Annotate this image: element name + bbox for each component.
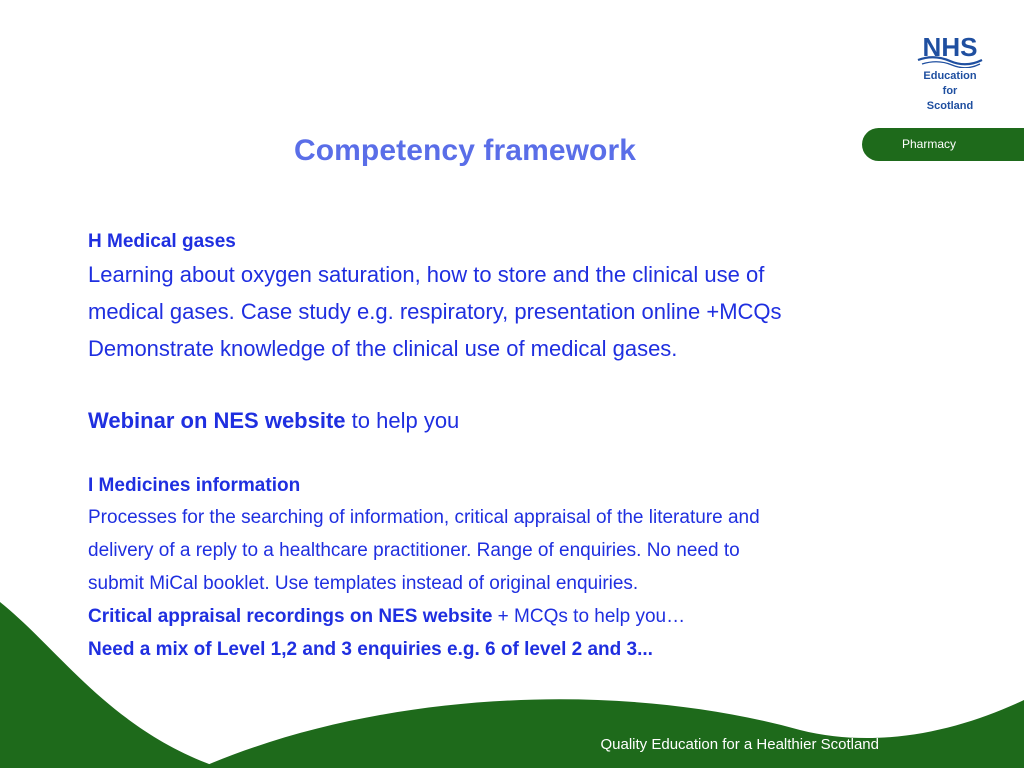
- section-h-heading: H Medical gases: [88, 231, 236, 252]
- nhs-logo: [910, 30, 990, 113]
- nhs-logo-line-3: Scotland: [926, 100, 974, 112]
- nhs-logo-line-2: for: [942, 85, 958, 97]
- page-title: Competency framework: [293, 134, 637, 167]
- nhs-logo-line-1: Education: [923, 70, 977, 82]
- nhs-logo-mark: [912, 30, 988, 68]
- bottom-wave-shape: [200, 699, 1024, 768]
- webinar-line: [88, 403, 918, 439]
- recordings-link-text: Critical appraisal recordings on NES website: [88, 606, 493, 627]
- recordings-rest: + MCQs to help you…: [492, 606, 686, 627]
- pharmacy-tab: Pharmacy: [862, 128, 1024, 161]
- section-h-line-3: Demonstrate knowledge of the clinical use of medical gases.: [88, 336, 678, 361]
- webinar-rest: to help you: [345, 408, 460, 433]
- section-h-line-2: medical gases. Case study e.g. respiratory, presentation online +MCQs: [88, 299, 782, 324]
- left-wave-shape: [0, 602, 220, 768]
- section-h-line-1: Learning about oxygen saturation, how to store and the clinical use of: [88, 262, 765, 287]
- webinar-link-text: Webinar on NES website: [88, 408, 346, 433]
- nhs-wordmark-icon: [912, 30, 988, 68]
- section-i-line-2: delivery of a reply to a healthcare practitioner. Range of enquiries. No need to: [88, 540, 740, 561]
- footer-tagline: Quality Education for a Healthier Scotland: [600, 736, 879, 753]
- section-i-line-3: submit MiCal booklet. Use templates instead of original enquiries.: [88, 573, 639, 594]
- section-i-line-1: Processes for the searching of information, critical appraisal of the literature and: [88, 507, 760, 528]
- nhs-wordmark-text: NHS: [922, 32, 978, 62]
- section-i-heading: I Medicines information: [88, 475, 301, 496]
- mix-text: Need a mix of Level 1,2 and 3 enquiries e.g. 6 of level 2 and 3...: [88, 639, 653, 660]
